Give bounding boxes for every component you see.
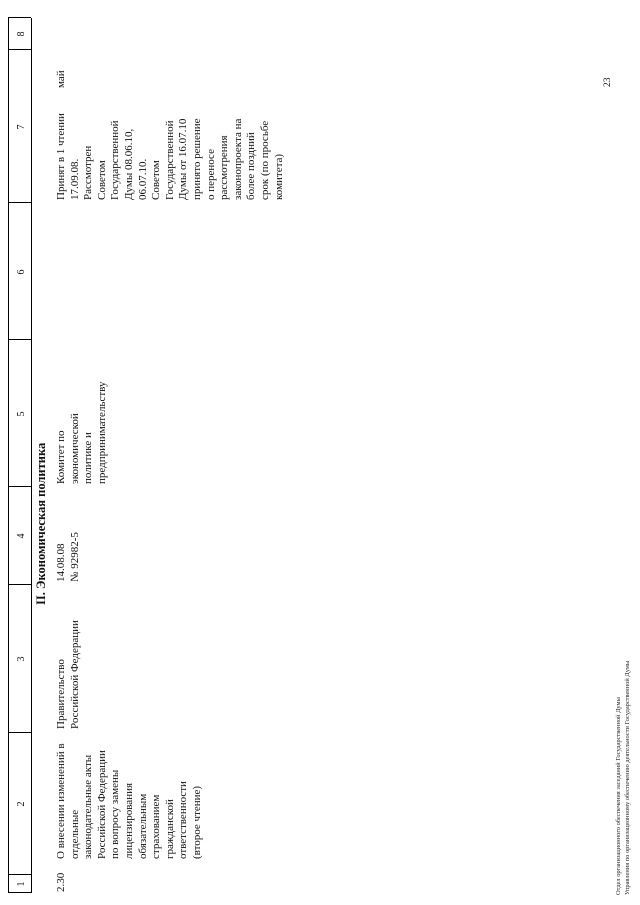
row-number: 2.30 xyxy=(55,872,67,892)
bill-status: Принят в 1 чтении 17.09.08. Рассмотрен Советом Государственной Думы 08.06.10, 06.07.10. Советом Государственной Думы от 16.07.10 принято решение о переносе рассмотрения законопроекта на более поздний срок (по просьбе комитета) xyxy=(55,113,285,200)
column-number: 7 xyxy=(16,124,27,130)
column-number: 5 xyxy=(16,411,27,417)
column-number: 4 xyxy=(16,533,27,539)
bill-title: О внесении изменений в отдельные законодательные акты Российской Федерации по вопросу замены лицензирования обязательным страхованием гражданской ответственности (второе чтение) xyxy=(55,743,203,859)
column-number: 2 xyxy=(16,801,27,807)
bill-date: 14.08.08 xyxy=(55,543,67,582)
page-number: 23 xyxy=(603,77,613,87)
column-number: 8 xyxy=(16,31,27,37)
column-number: 6 xyxy=(16,269,27,275)
bill-author: Правительство Российской Федерации xyxy=(55,620,81,729)
col-divider-3 xyxy=(8,584,31,585)
column-number: 1 xyxy=(16,881,27,887)
footer-line-1: Отдел организационного обеспечения заседаний Государственной Думы xyxy=(615,697,622,895)
bill-number: № 92982-5 xyxy=(69,532,81,582)
section-title: II. Экономическая политика xyxy=(34,442,48,605)
col-divider-6 xyxy=(8,202,31,203)
table-right-border xyxy=(8,17,31,18)
col-divider-5 xyxy=(8,339,31,340)
footer-line-2: Управления по организационному обеспечению деятельности Государственной Думы xyxy=(624,660,631,895)
col-divider-7 xyxy=(8,49,31,50)
scheduled-month: май xyxy=(55,70,67,88)
col-divider-2 xyxy=(8,732,31,733)
header-row-bottom-border xyxy=(31,18,32,893)
responsible-committee: Комитет по экономической политике и предпринимательству xyxy=(55,381,108,484)
table-top-border xyxy=(8,18,9,893)
column-number: 3 xyxy=(16,656,27,662)
col-divider-4 xyxy=(8,486,31,487)
